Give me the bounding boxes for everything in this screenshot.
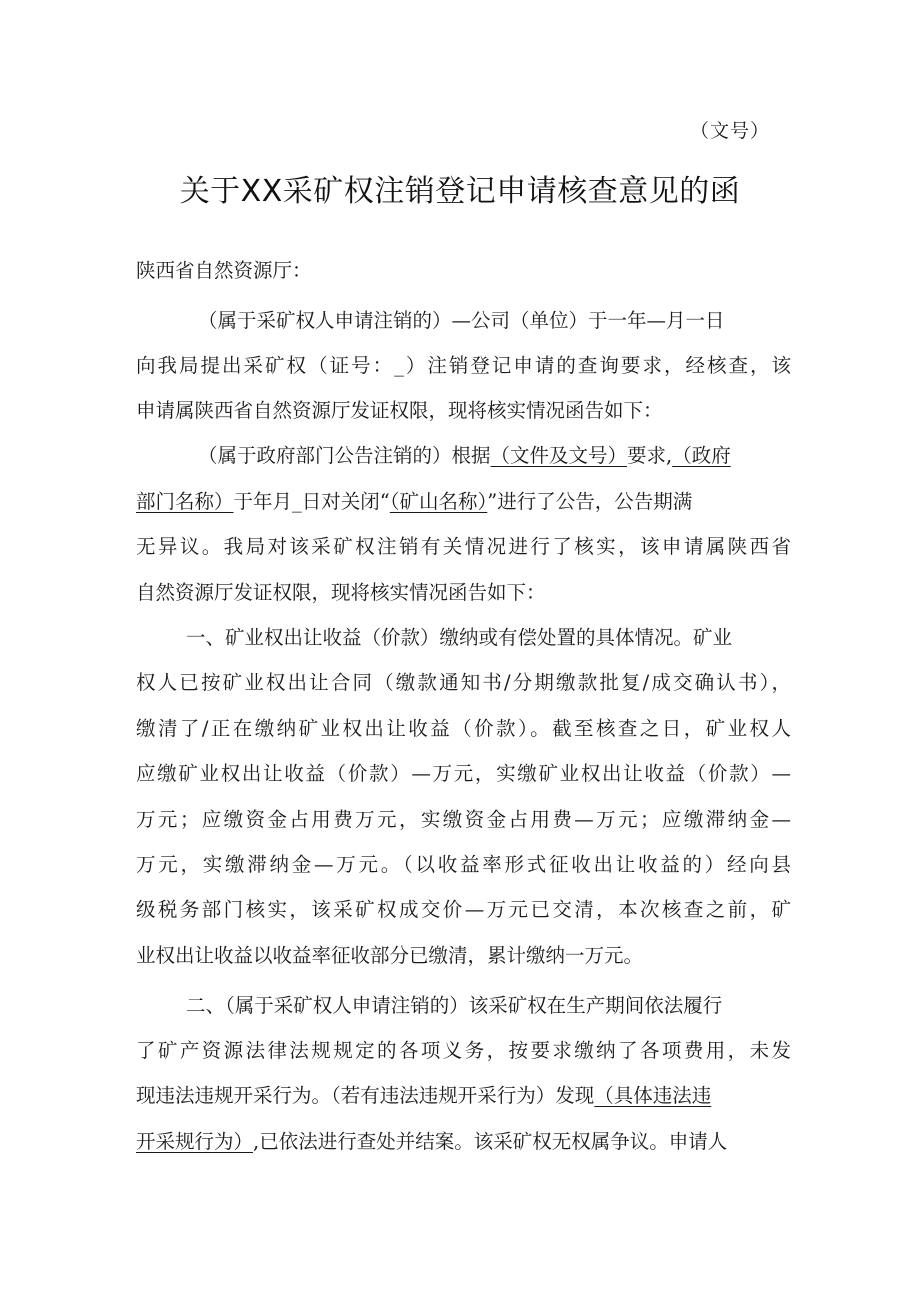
fill-in-blank: （政府 — [672, 444, 731, 467]
text-line: 万元；应缴资金占用费万元，实缴资金占用费—万元；应缴滞纳金— — [136, 808, 791, 831]
fill-in-blank: （文件及文号） — [490, 444, 628, 467]
text-segment: ,已依法进行查处并结案。该采矿权无权属争议。申请人 — [253, 1130, 728, 1153]
fill-in-blank: 部门名称） — [136, 490, 234, 513]
text-line: 权人已按矿业权出让合同（缴款通知书/分期缴款批复/成交确认书）， — [136, 671, 791, 694]
fill-in-blank: （矿山名称） — [389, 490, 488, 513]
text-line: 自然资源厅发证权限，现将核实情况函告如下： — [136, 581, 546, 604]
text-line: 级税务部门核实，该采矿权成交价—万元已交清，本次核查之前，矿 — [136, 898, 791, 921]
text-line — [136, 1127, 727, 1157]
text-line — [198, 441, 731, 471]
text-segment: 现违法违规开采行为。（若有违法违规开采行为）发现 — [136, 1084, 595, 1107]
text-line: 应缴矿业权出让收益（价款）—万元，实缴矿业权出让收益（价款）— — [136, 762, 791, 785]
text-segment: 要求, — [627, 444, 673, 467]
document-number: （文号） — [690, 120, 771, 142]
text-segment: （属于政府部门公告注销的）根据 — [198, 444, 491, 467]
text-line: （属于采矿权人申请注销的）—公司（单位）于一年—月一日 — [198, 309, 725, 332]
text-line: 业权出让收益以收益率征收部分已缴清，累计缴纳一万元。 — [136, 944, 644, 967]
text-segment: 于年月_日对关闭“ — [233, 490, 390, 513]
fill-in-blank: （具体违法违 — [594, 1084, 712, 1107]
fill-in-blank: 开采规行为） — [136, 1130, 254, 1153]
text-line: 向我局提出采矿权（证号：_）注销登记申请的查询要求，经核查，该 — [136, 354, 791, 377]
text-line: 万元，实缴滞纳金—万元。（以收益率形式征收出让收益的）经向县 — [136, 853, 791, 876]
text-line: 二、（属于采矿权人申请注销的）该采矿权在生产期间依法履行 — [186, 994, 723, 1017]
text-line: 一、矿业权出让收益（价款）缴纳或有偿处置的具体情况。矿业 — [186, 626, 733, 649]
text-line — [136, 487, 692, 517]
text-segment: ”进行了公告，公告期满 — [487, 490, 693, 513]
text-line — [136, 1081, 711, 1111]
page-title: 关于XX采矿权注销登记申请核查意见的函 — [179, 174, 741, 209]
text-line: 无异议。我局对该采矿权注销有关情况进行了核实，该申请属陕西省 — [136, 535, 791, 558]
text-line: 缴清了/正在缴纳矿业权出让收益（价款）。截至核查之日，矿业权人 — [136, 717, 791, 740]
text-line: 申请属陕西省自然资源厅发证权限，现将核实情况函告如下： — [136, 399, 663, 422]
salutation: 陕西省自然资源厅： — [136, 259, 312, 282]
text-line: 了矿产资源法律法规规定的各项义务，按要求缴纳了各项费用，未发 — [136, 1039, 791, 1062]
